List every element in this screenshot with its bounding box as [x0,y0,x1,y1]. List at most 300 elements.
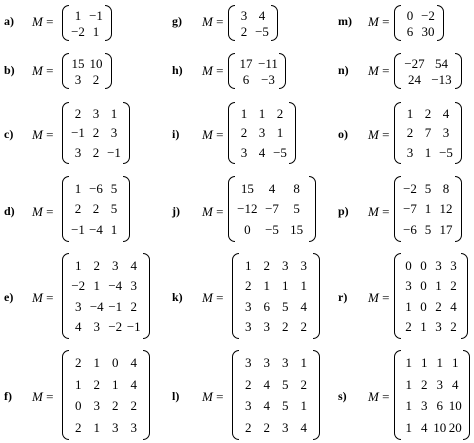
left-bracket [232,253,239,339]
matrix-variable: M [368,389,379,404]
matrix-equation-lhs [368,64,389,77]
matrix-entries [69,178,123,240]
problem-label: l) [172,389,180,403]
right-bracket [105,53,112,89]
matrix-equation-lhs [202,291,223,304]
matrix-equation-lhs [368,390,389,403]
matrix-entry: 3 [450,257,457,273]
matrix-entry: 2 [300,319,307,335]
left-bracket [62,53,69,89]
matrix-entry: 3 [435,319,442,335]
matrix-entry: 1 [424,201,432,217]
matrix-entry: 3 [282,419,289,435]
equals-sign: = [212,63,224,78]
matrix-entry: 0 [406,7,414,23]
matrix-equation-lhs [368,15,389,28]
matrix [394,350,470,440]
matrix-entry: 1 [92,23,100,39]
matrix-entry: −13 [431,71,452,87]
left-bracket [232,350,239,440]
matrix-entry: 3 [112,257,119,273]
matrix-entry: 4 [130,355,137,371]
matrix-entry: 2 [405,319,412,335]
matrix-entry: −7 [265,201,279,217]
matrix-equation-lhs [32,64,53,77]
matrix-entry: 6 [263,298,270,314]
right-bracket [143,253,150,339]
matrix-entries [401,55,455,87]
matrix-entry: −5 [439,144,453,160]
matrix-entries [69,55,105,87]
matrix-equation-lhs [202,15,223,28]
matrix-variable: M [368,14,379,29]
matrix-entry: 1 [435,278,442,294]
matrix-entry: 10 [89,55,103,71]
matrix [232,350,320,440]
matrix-entry: 4 [130,376,137,392]
matrix-entry: 1 [245,257,252,273]
matrix-entry: 54 [435,55,448,71]
matrix-entry: −1 [107,144,121,160]
matrix-entry: 10 [433,419,447,435]
matrix-entry: 1 [421,355,428,371]
matrix-entry: 1 [452,355,459,371]
matrix-entry: 4 [300,419,307,435]
matrix-entry: 1 [436,355,443,371]
matrix-entries [235,55,279,87]
matrix-entries [235,7,271,39]
right-bracket [289,102,296,164]
matrix-entries [239,352,313,438]
matrix [394,176,462,242]
matrix-variable: M [368,290,379,305]
matrix-entry: 2 [74,106,82,122]
matrix-entry: 4 [258,144,266,160]
matrix-entry: 3 [130,419,137,435]
matrix-entry: 3 [442,125,450,141]
matrix-variable: M [202,63,213,78]
matrix-equation-lhs [32,128,53,141]
left-bracket [62,102,69,164]
matrix-entry: 10 [448,398,462,414]
matrix-equation-lhs [202,205,223,218]
matrix-entry: −2 [71,23,85,39]
matrix-entry: 5 [424,180,432,196]
right-bracket [123,102,130,164]
matrix-equation-lhs [32,15,53,28]
matrix-entry: 1 [276,125,284,141]
matrix-entry: 3 [92,106,100,122]
matrix-entry: 5 [424,222,432,238]
matrix-entry: 3 [245,355,252,371]
equals-sign: = [212,14,224,29]
matrix-equation-lhs [202,390,223,403]
matrix-entry: 2 [450,278,457,294]
equals-sign: = [378,127,390,142]
matrix [394,53,462,89]
right-bracket [313,253,320,339]
problem-label: b) [4,63,15,77]
matrix-entry: 3 [282,257,289,273]
matrix-entry: 20 [448,419,462,435]
matrix-entry: 3 [112,419,119,435]
matrix-entries [401,104,455,162]
matrix-entry: 1 [424,144,432,160]
matrix-entry: −2 [403,180,417,196]
matrix-entry: 2 [450,319,457,335]
matrix-entry: 3 [93,319,100,335]
matrix-entry: 1 [300,355,307,371]
matrix-entry: 0 [405,257,412,273]
matrix-entry: 3 [300,257,307,273]
matrix-entry: −4 [108,278,123,294]
left-bracket [394,253,401,339]
matrix-entry: 3 [130,278,137,294]
matrix-entry: 3 [74,71,82,87]
problem-label: p) [338,204,349,218]
left-bracket [62,176,69,242]
equals-sign: = [212,127,224,142]
matrix-variable: M [32,204,43,219]
equals-sign: = [42,290,54,305]
matrix-entry: 4 [442,106,450,122]
matrix-entry: −2 [421,7,435,23]
right-bracket [455,176,462,242]
matrix-entry: 5 [293,201,300,217]
matrix-equation-lhs [32,205,53,218]
left-bracket [394,53,401,89]
matrix-equation-lhs [202,128,223,141]
matrix-entry: 2 [263,419,270,435]
matrix [228,53,286,89]
matrix-entry: 1 [300,278,307,294]
equals-sign: = [378,63,390,78]
matrix-entry: 4 [258,7,266,23]
equals-sign: = [42,14,54,29]
matrix-entry: 8 [293,180,300,196]
matrix-entry: 17 [239,55,253,71]
matrix-entry: −5 [273,144,287,160]
matrix-entry: 6 [406,23,414,39]
matrix-entry: 3 [282,355,289,371]
matrix-entry: −7 [403,201,417,217]
left-bracket [394,350,401,440]
matrix-entry: 2 [130,298,137,314]
matrix-entry: 8 [442,180,450,196]
right-bracket [437,5,444,41]
matrix-entry: 3 [245,298,252,314]
matrix-entry: 2 [276,106,284,122]
matrix [394,253,468,339]
matrix-entry: 1 [74,7,82,23]
matrix-entry: 0 [75,398,82,414]
matrix-entry: 2 [240,125,248,141]
matrix-variable: M [32,389,43,404]
matrix-entry: 1 [263,278,270,294]
matrix [394,102,462,164]
matrix-entry: 4 [450,298,457,314]
matrix [62,253,150,339]
matrix-variable: M [202,127,213,142]
matrix-variable: M [32,14,43,29]
problem-label: e) [4,290,14,304]
matrix-variable: M [32,63,43,78]
matrix-entry: −5 [265,222,279,238]
matrix-entry: 3 [406,144,414,160]
right-bracket [463,350,470,440]
left-bracket [394,176,401,242]
matrix-entry: 2 [435,298,442,314]
right-bracket [313,350,320,440]
equals-sign: = [378,204,390,219]
matrix-entry: −2 [108,319,123,335]
problem-label: i) [172,127,180,141]
matrix [228,176,316,242]
matrix-entry: −4 [89,222,103,238]
problem-label: n) [338,63,349,77]
matrix-entry: 2 [93,376,100,392]
matrix-entries [401,255,461,337]
matrix-entry: 5 [282,298,289,314]
matrix [62,102,130,164]
matrix-entry: 3 [258,125,266,141]
matrix-entry: 3 [240,144,248,160]
matrix-entry: −4 [89,298,104,314]
matrix-entry: 2 [300,376,307,392]
matrix [228,5,278,41]
matrix-entry: 3 [421,398,428,414]
matrix-entry: 4 [75,319,82,335]
matrix-entries [239,255,313,337]
matrix-entry: 3 [74,144,82,160]
matrix-entry: 2 [406,125,414,141]
matrix-variable: M [368,127,379,142]
matrix-entry: 4 [263,376,270,392]
matrix-variable: M [202,290,213,305]
matrix-entry: 2 [245,278,252,294]
matrix-entry: 2 [74,201,82,217]
matrix-variable: M [368,63,379,78]
matrix-entry: 3 [93,398,100,414]
equals-sign: = [42,204,54,219]
matrix-entry: 1 [282,278,289,294]
equals-sign: = [378,290,390,305]
matrix-entry: 3 [435,257,442,273]
matrix-entry: 12 [439,201,453,217]
matrix-entry: −12 [237,201,258,217]
matrix-entry: 1 [93,355,100,371]
problem-label: o) [338,127,348,141]
matrix-entry: 1 [112,376,119,392]
matrix-entry: 1 [75,376,82,392]
matrix-entry: 1 [110,222,118,238]
matrix-entry: 5 [282,398,289,414]
right-bracket [455,102,462,164]
problem-label: h) [172,63,183,77]
matrix-equation-lhs [32,291,53,304]
matrix [62,53,112,89]
matrix-entries [69,104,123,162]
right-bracket [271,5,278,41]
problem-label: r) [338,290,348,304]
problem-label: d) [4,204,15,218]
matrix-entry: −6 [89,180,103,196]
matrix-entry: 17 [439,222,453,238]
matrix-entry: 2 [112,398,119,414]
left-bracket [394,5,401,41]
matrix-variable: M [368,204,379,219]
matrix-entry: 4 [263,398,270,414]
matrix-equation-lhs [368,205,389,218]
equals-sign: = [212,389,224,404]
matrix-entries [235,178,309,240]
matrix-entry: 3 [245,319,252,335]
problem-label: f) [4,389,12,403]
right-bracket [309,176,316,242]
matrix-entry: −1 [126,319,141,335]
left-bracket [228,5,235,41]
matrix-entry: 2 [240,23,248,39]
matrix-entry: 24 [408,71,421,87]
right-bracket [461,253,468,339]
matrix-entry: 1 [405,355,412,371]
matrix-entry: 1 [300,398,307,414]
matrix-entries [401,352,463,438]
matrix [228,102,296,164]
matrix-entry: 2 [421,376,428,392]
problem-label: k) [172,290,183,304]
matrix-entry: 1 [75,257,82,273]
matrix-entry: 2 [92,144,100,160]
matrix-entry: 1 [406,106,414,122]
problem-label: a) [4,14,14,28]
matrix-entry: 3 [245,398,252,414]
matrix-entry: 1 [420,319,427,335]
left-bracket [394,102,401,164]
matrix-entry: 0 [244,222,251,238]
equals-sign: = [42,63,54,78]
matrix-entry: 3 [110,125,118,141]
right-bracket [123,176,130,242]
matrix-entry: 2 [92,201,100,217]
equals-sign: = [378,389,390,404]
matrix-entry: 6 [242,71,250,87]
matrix-equation-lhs [202,64,223,77]
matrix [62,176,130,242]
matrix-entry: −5 [255,23,269,39]
matrix [394,5,444,41]
matrix-entry: 2 [282,319,289,335]
matrix-entry: 1 [93,278,100,294]
matrix-entry: 3 [405,278,412,294]
matrix-entries [69,352,143,438]
matrix-equation-lhs [368,291,389,304]
matrix-entries [401,7,437,39]
matrix-entry: −1 [89,7,103,23]
matrix-entry: 2 [424,106,432,122]
matrix-entries [401,178,455,240]
matrix-entry: 1 [110,106,118,122]
left-bracket [62,5,69,41]
matrix-entry: 4 [452,376,459,392]
left-bracket [62,253,69,339]
right-bracket [143,350,150,440]
matrix-entry: 1 [74,180,82,196]
matrix-variable: M [202,204,213,219]
matrix-entry: −1 [71,125,85,141]
matrix-entry: 0 [420,278,427,294]
matrix-entry: −3 [261,71,275,87]
matrix-entry: 4 [421,419,428,435]
matrix [62,350,150,440]
matrix-entry: 15 [71,55,85,71]
equals-sign: = [42,127,54,142]
left-bracket [228,176,235,242]
equals-sign: = [42,389,54,404]
matrix [62,5,112,41]
matrix-entry: 2 [92,125,100,141]
equals-sign: = [212,290,224,305]
matrix-entry: 0 [420,298,427,314]
matrix-equation-lhs [32,390,53,403]
matrix-entry: 3 [436,376,443,392]
equals-sign: = [212,204,224,219]
right-bracket [105,5,112,41]
matrix-entry: 2 [130,398,137,414]
matrix-entry: −27 [404,55,425,71]
matrix-entry: 15 [240,180,254,196]
problem-label: g) [172,14,182,28]
matrix-variable: M [32,127,43,142]
matrix-entry: −11 [258,55,278,71]
matrix-entry: 1 [405,419,412,435]
right-bracket [455,53,462,89]
problem-label: j) [172,204,180,218]
matrix-entries [69,7,105,39]
matrix-entry: 15 [290,222,304,238]
matrix-entry: 7 [424,125,432,141]
matrix-entry: 2 [75,355,82,371]
problem-label: m) [338,14,352,28]
matrix-entry: 2 [93,257,100,273]
matrix-entry: 5 [110,201,118,217]
matrix-entry: 3 [263,355,270,371]
left-bracket [228,102,235,164]
matrix-entry: 5 [110,180,118,196]
right-bracket [279,53,286,89]
matrix-entry: 3 [75,298,82,314]
matrix-entry: 1 [405,398,412,414]
matrix [232,253,320,339]
matrix-entry: −1 [71,222,85,238]
matrix-entry: 1 [405,376,412,392]
matrix-entry: 3 [240,7,248,23]
matrix-entries [69,255,143,337]
matrix-entry: 2 [75,419,82,435]
matrix-entry: 2 [245,376,252,392]
matrix-entry: 30 [421,23,435,39]
matrix-equation-lhs [368,128,389,141]
problem-label: c) [4,127,14,141]
matrix-entry: −1 [108,298,123,314]
matrix-variable: M [32,290,43,305]
matrix-entry: 0 [112,355,119,371]
matrix-entry: 4 [268,180,276,196]
problem-label: s) [338,389,347,403]
matrix-variable: M [202,389,213,404]
matrix-entry: −6 [403,222,417,238]
matrix-entries [235,104,289,162]
